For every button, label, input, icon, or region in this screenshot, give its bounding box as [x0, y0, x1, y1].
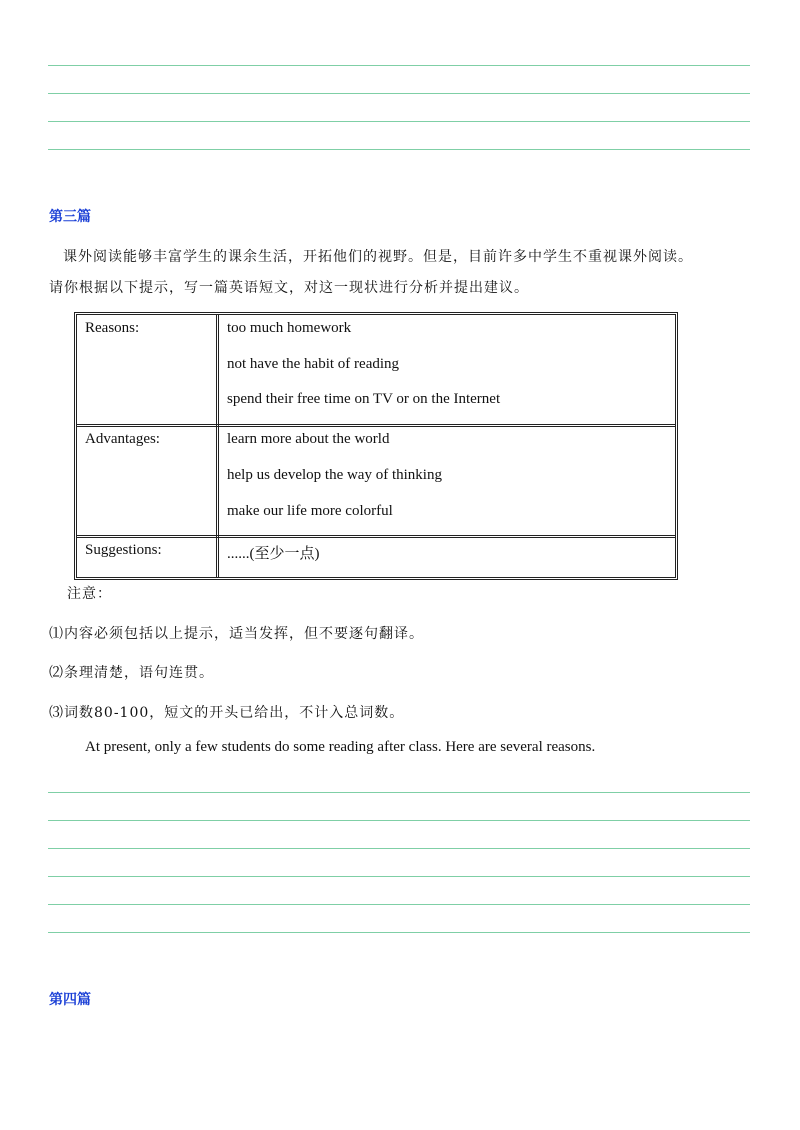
note-item: ⑶词数80-100，短文的开头已给出，不计入总词数。	[49, 705, 405, 721]
writing-line	[48, 848, 750, 849]
table-divider	[77, 424, 675, 427]
row-label-suggestions: Suggestions:	[85, 542, 162, 558]
table-divider	[77, 535, 675, 538]
prompt-line-1: 课外阅读能够丰富学生的课余生活，开拓他们的视野。但是，目前许多中学生不重视课外阅读。	[63, 249, 693, 265]
writing-line	[48, 932, 750, 933]
advantage-item: learn more about the world	[227, 431, 390, 447]
writing-line	[48, 65, 750, 66]
note-item: ⑵条理清楚，语句连贯。	[49, 665, 214, 681]
writing-line	[48, 149, 750, 150]
section-heading-4: 第四篇	[49, 992, 91, 1008]
section-heading-3: 第三篇	[49, 209, 91, 225]
writing-line	[48, 876, 750, 877]
suggestion-item: ......(至少一点)	[227, 546, 320, 562]
prompt-line-2: 请你根据以下提示，写一篇英语短文，对这一现状进行分析并提出建议。	[49, 280, 529, 296]
writing-line	[48, 820, 750, 821]
row-label-advantages: Advantages:	[85, 431, 160, 447]
reason-item: spend their free time on TV or on the Internet	[227, 391, 501, 407]
writing-line	[48, 121, 750, 122]
notes-title: 注意：	[67, 586, 112, 602]
writing-line	[48, 792, 750, 793]
essay-opening: At present, only a few students do some reading after class. Here are several reasons.	[85, 739, 596, 755]
hints-table	[74, 312, 678, 580]
reason-item: not have the habit of reading	[227, 356, 400, 372]
writing-line	[48, 904, 750, 905]
advantage-item: make our life more colorful	[227, 503, 393, 519]
writing-line	[48, 93, 750, 94]
row-label-reasons: Reasons:	[85, 320, 140, 336]
reason-item: too much homework	[227, 320, 352, 336]
advantage-item: help us develop the way of thinking	[227, 467, 442, 483]
note-item: ⑴内容必须包括以上提示，适当发挥，但不要逐句翻译。	[49, 626, 424, 642]
